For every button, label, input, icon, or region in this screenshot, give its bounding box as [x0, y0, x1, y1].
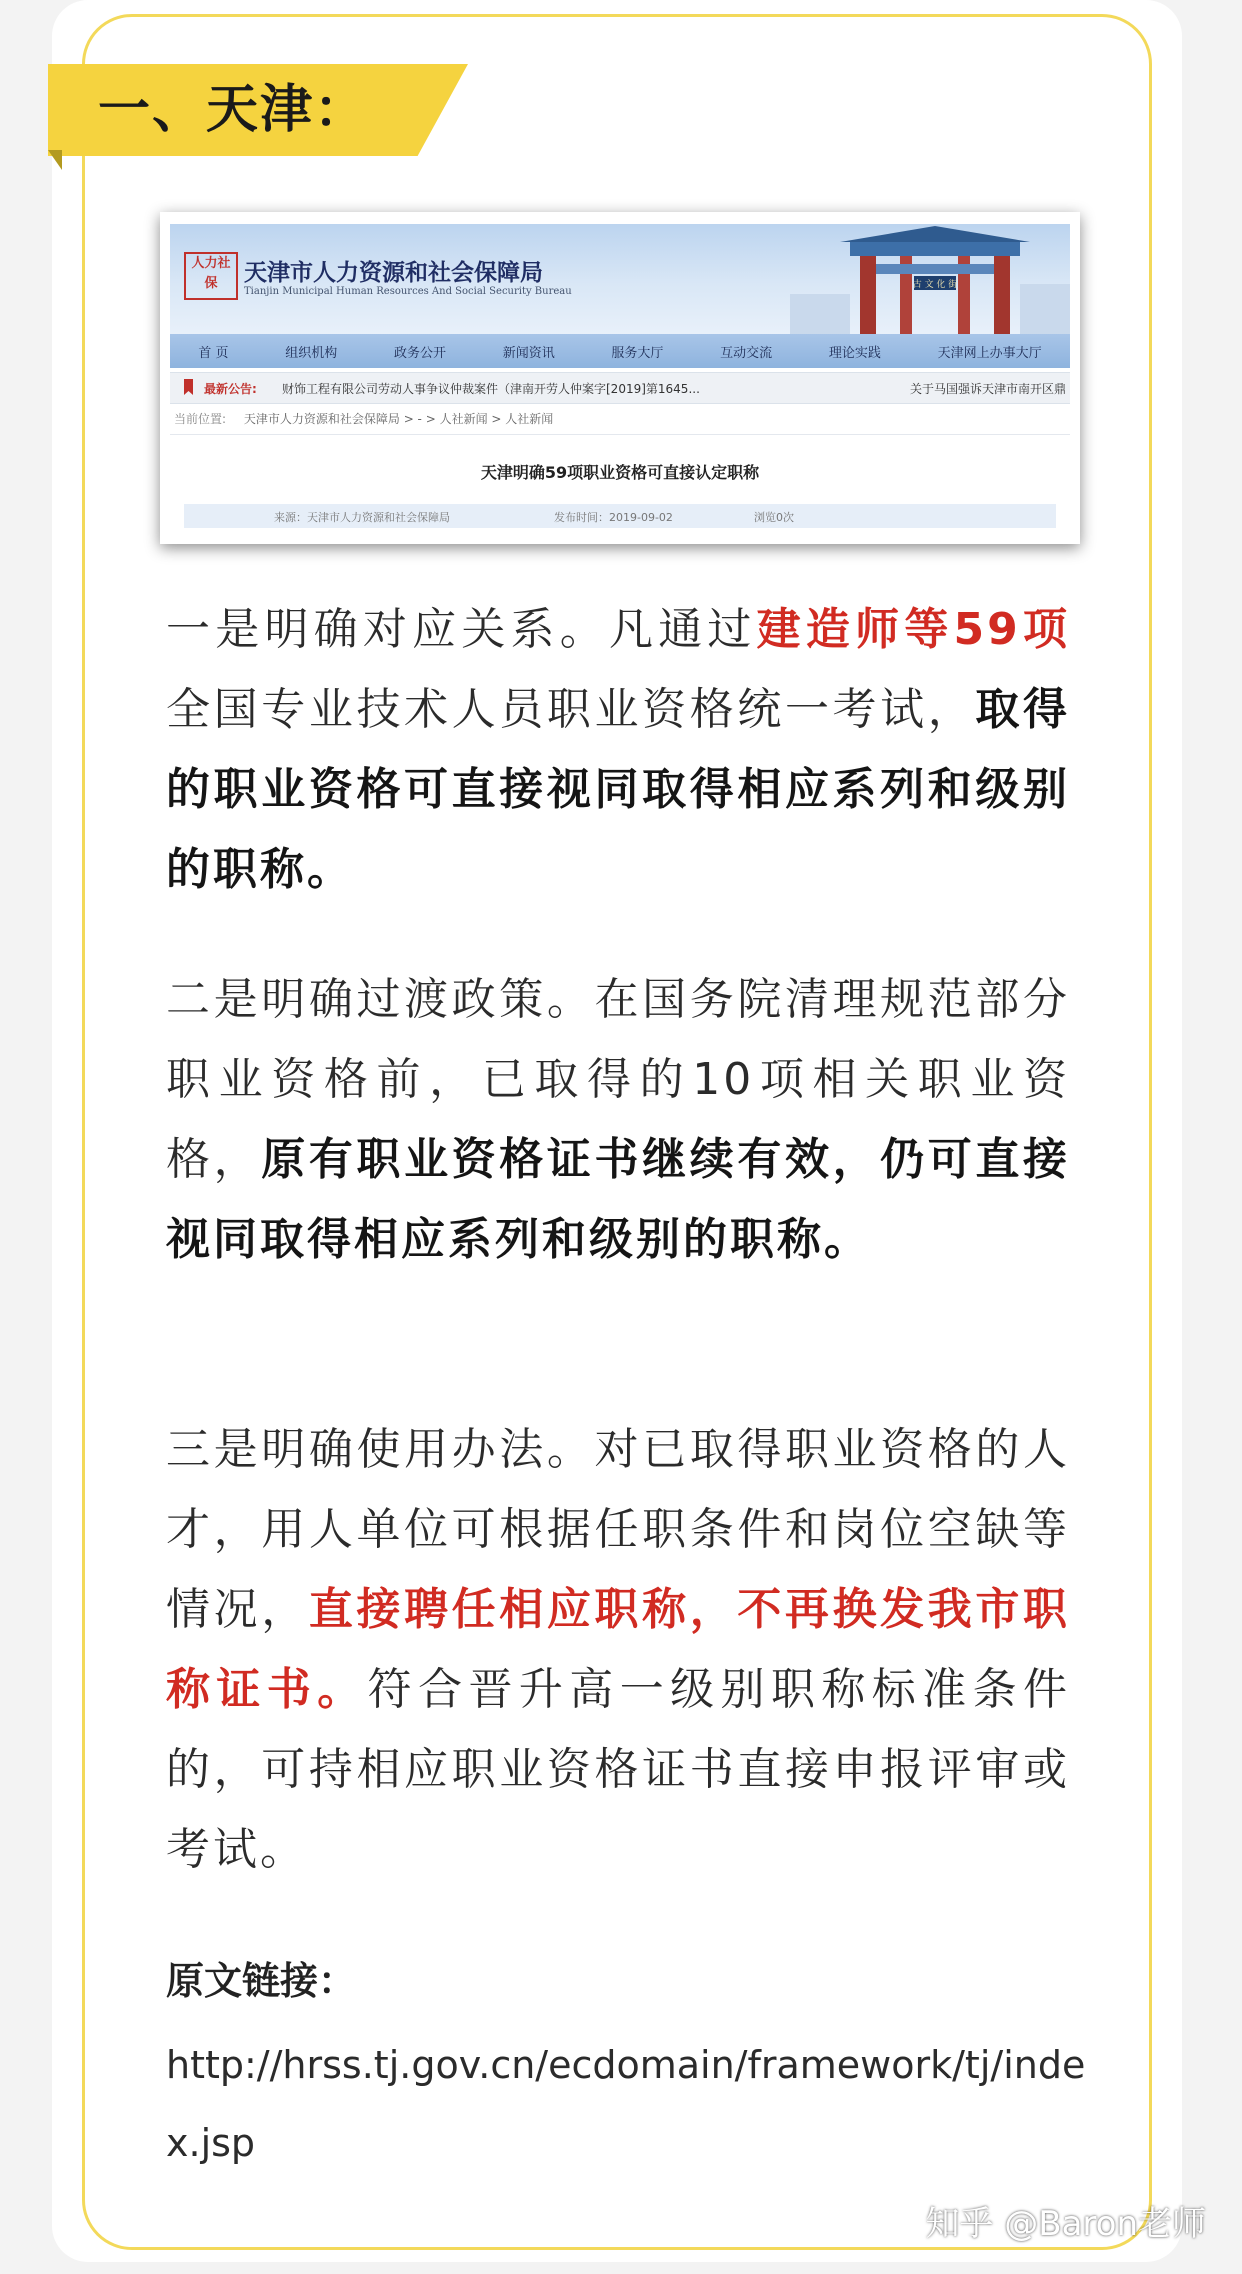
site-name-cn: 天津市人力资源和社会保障局 — [244, 259, 543, 286]
nav-item-org[interactable]: 组织机构 — [285, 345, 338, 361]
paragraph-2 — [166, 960, 1070, 1280]
p2-text: 二是明确过渡政策。在国务院清理规范部分职业资格前，已取得的10项相关职业资格， — [166, 974, 1070, 1185]
p1-bold: 取得的职业资格可直接视同取得相应系列和级别的职称。 — [166, 684, 1071, 895]
nav-item-online-hall[interactable]: 天津网上办事大厅 — [937, 345, 1042, 361]
bookmark-icon — [184, 379, 193, 395]
divider — [170, 434, 1070, 435]
paragraph-1 — [166, 590, 1070, 910]
watermark: 知乎 @Baron老师 — [925, 2204, 1206, 2244]
site-name-en: Tianjin Municipal Human Resources And Social Security Bureau — [244, 286, 572, 297]
site-banner — [170, 224, 1070, 334]
p3-highlight: 直接聘任相应职称，不再换发我市职称证书。 — [166, 1584, 1071, 1715]
notice-bar — [170, 372, 1070, 404]
meta-views: 浏览0次 — [754, 511, 794, 524]
nav-item-gov[interactable]: 政务公开 — [393, 345, 446, 361]
site-nav — [170, 334, 1070, 368]
section-heading: 一、天津： — [98, 80, 369, 140]
nav-item-home[interactable]: 首 页 — [198, 345, 229, 361]
notice-text[interactable]: 财饰工程有限公司劳动人事争议仲裁案件（津南开劳人仲案字[2019]第1645... — [282, 382, 700, 396]
breadcrumb-label: 当前位置: — [174, 412, 227, 426]
nav-item-interact[interactable]: 互动交流 — [720, 345, 773, 361]
breadcrumb-path[interactable]: 天津市人力资源和社会保障局 > - > 人社新闻 > 人社新闻 — [243, 412, 554, 426]
source-link-url[interactable]: http://hrss.tj.gov.cn/ecdomain/framework/tj/index.jsp — [166, 2043, 1086, 2165]
p1-text-2: 全国专业技术人员职业资格统一考试， — [166, 684, 976, 735]
notice-label: 最新公告: — [204, 382, 257, 396]
nav-item-service[interactable]: 服务大厅 — [611, 345, 664, 361]
nav-item-theory[interactable]: 理论实践 — [828, 345, 881, 361]
gate-illustration — [790, 224, 1070, 334]
p3-text: 三是明确使用办法。对已取得职业资格的人才，用人单位可根据任职条件和岗位空缺等情况， — [166, 1424, 1070, 1635]
p2-bold: 原有职业资格证书继续有效，仍可直接视同取得相应系列和级别的职称。 — [166, 1134, 1071, 1265]
p1-highlight: 建造师等59项 — [756, 604, 1071, 655]
notice-text-right[interactable]: 关于马国强诉天津市南开区鼎 — [909, 382, 1066, 396]
p1-text: 一是明确对应关系。凡通过 — [166, 604, 757, 655]
nav-item-news[interactable]: 新闻资讯 — [502, 345, 555, 361]
website-screenshot — [160, 212, 1080, 544]
ribbon-fold — [48, 150, 62, 170]
meta-source: 来源：天津市人力资源和社会保障局 — [274, 511, 450, 524]
meta-date: 发布时间：2019-09-02 — [554, 511, 673, 524]
p3-text-2: 符合晋升高一级别职称标准条件的，可持相应职业资格证书直接申报评审或考试。 — [166, 1664, 1071, 1875]
site-logo: 人力社保 — [184, 252, 238, 300]
source-link-label: 原文链接： — [166, 1959, 357, 2003]
article-meta — [184, 504, 1056, 528]
gate-sign: 古 文 化 街 — [912, 280, 958, 290]
breadcrumb — [174, 410, 553, 427]
article-title: 天津明确59项职业资格可直接认定职称 — [480, 463, 760, 482]
paragraph-3 — [166, 1410, 1070, 1890]
